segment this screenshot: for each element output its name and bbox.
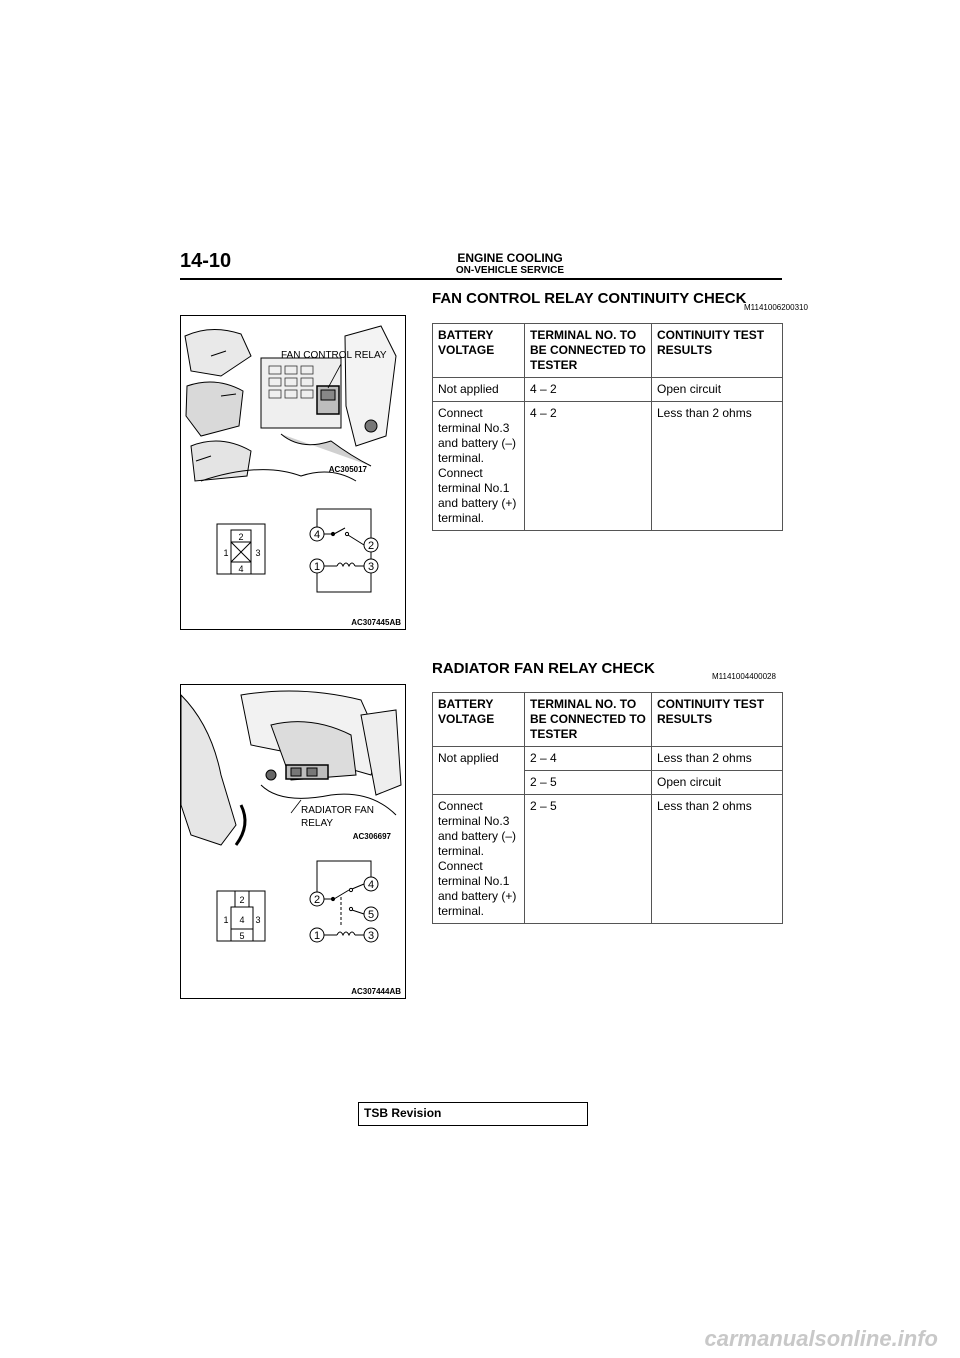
table-row: [433, 747, 783, 771]
diagram-code: AC307445AB: [351, 618, 401, 627]
table-cell: 2 – 5: [525, 771, 652, 795]
table-cell: Not applied: [433, 747, 525, 795]
table-cell: 4 – 2: [525, 378, 652, 402]
fan-control-relay-figure: [180, 315, 406, 630]
table-cell: Open circuit: [652, 771, 783, 795]
table-cell: Not applied: [433, 378, 525, 402]
pin-label: 1: [223, 915, 229, 925]
pin-label: 2: [238, 532, 244, 542]
pin-label: 3: [255, 915, 261, 925]
fan-control-relay-illustration: [181, 316, 405, 629]
header-cell: CONTINUITY TEST RESULTS: [652, 324, 783, 378]
header-cell: TERMINAL NO. TO BE CONNECTED TO TESTER: [525, 693, 652, 747]
chapter-title: ENGINE COOLING: [457, 251, 563, 265]
pin-label: 4: [239, 915, 245, 925]
pin-label: 1: [223, 548, 229, 558]
pin-label: 2: [239, 895, 245, 905]
table-cell: 4 – 2: [525, 402, 652, 531]
table-cell: Connect terminal No.3 and battery (–) terminal. Connect terminal No.1 and battery (+) terminal.: [433, 402, 525, 531]
radiator-fan-relay-callout: RELAY: [301, 818, 334, 829]
table-cell: Connect terminal No.3 and battery (–) terminal. Connect terminal No.1 and battery (+) terminal.: [433, 795, 525, 924]
table-cell: Less than 2 ohms: [652, 795, 783, 924]
terminal-label: 1: [313, 930, 321, 942]
table-header-row: [433, 324, 783, 378]
terminal-label: 4: [367, 879, 375, 891]
header-cell: TERMINAL NO. TO BE CONNECTED TO TESTER: [525, 324, 652, 378]
radiator-fan-relay-code: M1141004400028: [712, 672, 776, 681]
radiator-fan-relay-title: RADIATOR FAN RELAY CHECK: [432, 660, 655, 677]
table-header-row: [433, 693, 783, 747]
header-cell: BATTERY VOLTAGE: [433, 693, 525, 747]
header-cell: CONTINUITY TEST RESULTS: [652, 693, 783, 747]
table-row: [433, 795, 783, 924]
table-cell: 2 – 4: [525, 747, 652, 771]
diagram-code: AC307444AB: [351, 987, 401, 996]
radiator-fan-relay-figure: [180, 684, 406, 999]
radiator-fan-relay-callout: RADIATOR FAN: [301, 805, 374, 816]
pin-label: 3: [255, 548, 261, 558]
table-row: [433, 402, 783, 531]
watermark: carmanualsonline.info: [704, 1326, 938, 1351]
header-cell: BATTERY VOLTAGE: [433, 324, 525, 378]
table-cell: 2 – 5: [525, 795, 652, 924]
fan-control-relay-table: [432, 323, 783, 531]
terminal-label: 1: [313, 561, 321, 573]
pin-label: 5: [239, 931, 245, 941]
terminal-label: 3: [367, 561, 375, 573]
page-number: 14-10: [180, 250, 232, 272]
radiator-fan-relay-illustration: [181, 685, 405, 998]
radiator-fan-relay-table: [432, 692, 783, 924]
terminal-label: 5: [367, 909, 375, 921]
engine-bay-sketch: [181, 316, 405, 486]
photo-code: AC305017: [328, 465, 367, 474]
table-row: [433, 378, 783, 402]
terminal-label: 2: [367, 540, 375, 552]
section-title: ON-VEHICLE SERVICE: [455, 265, 565, 276]
tsb-revision-label: TSB Revision: [364, 1106, 442, 1120]
table-cell: Less than 2 ohms: [652, 747, 783, 771]
header-rule: [180, 278, 782, 280]
table-cell: Open circuit: [652, 378, 783, 402]
pin-label: 4: [238, 564, 244, 574]
terminal-label: 4: [313, 529, 321, 541]
table-cell: Less than 2 ohms: [652, 402, 783, 531]
fan-control-relay-title: FAN CONTROL RELAY CONTINUITY CHECK: [432, 290, 747, 307]
terminal-label: 2: [313, 894, 321, 906]
terminal-label: 3: [367, 930, 375, 942]
photo-code: AC306697: [352, 832, 391, 841]
fan-control-relay-code: M1141006200310: [744, 303, 808, 312]
fan-control-relay-callout: FAN CONTROL RELAY: [281, 350, 387, 361]
engine-bay-sketch: [181, 691, 401, 845]
